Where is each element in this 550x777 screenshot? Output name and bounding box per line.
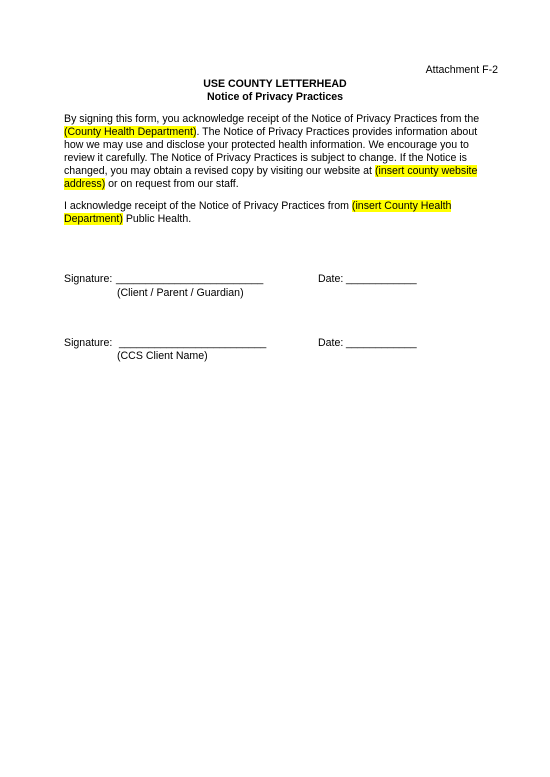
signature-label: Signature:	[64, 273, 113, 285]
date-label: Date:	[318, 337, 344, 349]
county-health-department-placeholder: (County Health Department)	[64, 126, 197, 138]
paragraph-text: I acknowledge receipt of the Notice of Privacy Practices from	[64, 200, 352, 212]
signature-row-client	[64, 337, 494, 415]
paragraph-text: or on request from our staff.	[105, 178, 239, 190]
receipt-statement-paragraph	[64, 200, 490, 226]
county-health-department-placeholder: (insert County Health Department)	[64, 200, 452, 225]
signature-caption-guardian: (Client / Parent / Guardian)	[117, 287, 244, 299]
signature-line[interactable]: _________________________	[116, 273, 264, 285]
paragraph-text: Public Health.	[122, 213, 192, 225]
signature-line[interactable]: _________________________	[119, 337, 267, 349]
paragraph-text: By signing this form, you acknowledge receipt of the Notice of Privacy Practices from the	[64, 113, 480, 125]
document-title: Notice of Privacy Practices	[206, 91, 344, 103]
date-line[interactable]: ____________	[346, 273, 417, 285]
date-label: Date:	[318, 273, 344, 285]
signature-caption-client: (CCS Client Name)	[117, 350, 208, 362]
acknowledgement-paragraph	[64, 113, 490, 191]
signature-label: Signature:	[64, 337, 113, 349]
letterhead-placeholder-heading: USE COUNTY LETTERHEAD	[203, 78, 347, 90]
paragraph-text: . The Notice of Privacy Practices provides information about how we may use and disclose your protected health information. We encourage you to review it carefully. The Notice of Privacy Practices is subject to change. If the Notice is changed, you may obtain a revised copy by visiting our website at	[64, 126, 478, 177]
attachment-label: Attachment F-2	[425, 64, 498, 76]
date-line[interactable]: ____________	[346, 337, 417, 349]
county-website-placeholder: (insert county website address)	[64, 165, 478, 190]
